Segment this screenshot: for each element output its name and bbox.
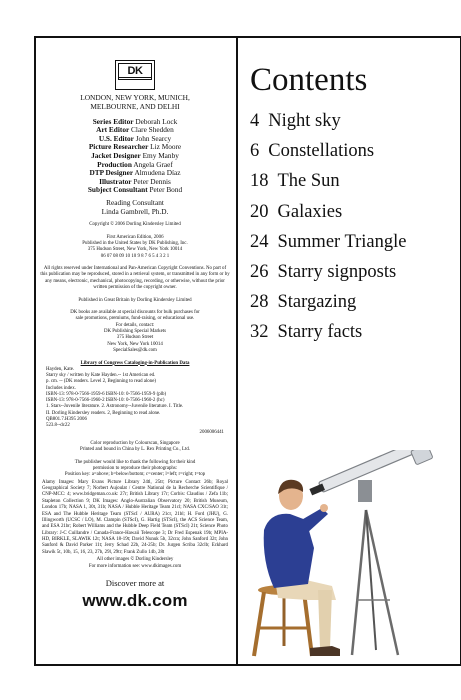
toc-label: Starry facts [277, 322, 363, 343]
library-heading: Library of Congress Cataloging-in-Publication Data [80, 360, 190, 366]
toc-item[interactable] [250, 292, 460, 322]
contents-list [250, 111, 460, 353]
toc-page-number: 26 [250, 261, 269, 282]
toc-page-number: 6 [250, 141, 260, 162]
toc-page-number: 24 [250, 231, 269, 252]
credit-line: DTP Designer Almudena Díaz [89, 168, 181, 178]
credit-line: Production Angela Graef [97, 159, 173, 169]
toc-label: Stargazing [277, 292, 357, 313]
toc-label: Summer Triangle [277, 231, 407, 252]
toc-item[interactable] [250, 171, 460, 201]
credit-line: Picture Researcher Liz Moore [88, 142, 182, 152]
toc-page-number: 18 [250, 171, 269, 192]
special-sales: DK books are available at special discounts for bulk purchases for sale promotions, premiums, fund-raising, or educational use. For details, contact: DK Publishing Special Markets 375 Hudson Street New York, New York 10014 SpecialSales@dk.com [70, 309, 200, 354]
website-link[interactable]: www.dk.com [82, 590, 188, 610]
credit-line: Jacket Designer Emy Manby [91, 150, 179, 160]
toc-page-number: 20 [250, 201, 269, 222]
contents-title: Contents [250, 62, 368, 98]
toc-label: Starry signposts [277, 261, 397, 282]
toc-label: Night sky [268, 111, 341, 131]
toc-label: Galaxies [277, 201, 343, 222]
publisher-cities: LONDON, NEW YORK, MUNICH, MELBOURNE, AND DELHI [80, 93, 190, 112]
discover-more-label: Discover more at [105, 577, 165, 588]
credit-line: Illustrator Peter Dennis [99, 176, 171, 186]
photo-credits: Alamy Images: Mary Evans Picture Library 24tl, 25tr; Picture Contact 26b; Royal Geographical Society 7; Norbert Aujoulat / Centre National de la Recherche Scientifique / CNP-MCC: 4; www.bridgeman.co.uk: 27r; British Library 17r; Corbis: Claudius / Zefa 11b; Stapleton Collection 9; DK Images: Anglo-Australian Observatory 20; British Museum, London 17b; NASA 1, 30t, 31b; NASA / Hubble Heritage Team 21cl; NASA CXC/SAO 31t; ESA and The Hubble Heritage Team (STScI / AURA) 21cr, 21bl; H. Ford (JHU), G. Illingworth (UCSC / LO), M. Clampin (STScI), G. Hartig (STScI), the ACS Science Team, and ESA 21br; Robert Williams and the Hubble Deep Field Team (STScI) 21t; Science Photo Library: J-C Cuillandre / Canada-France-Hawaii Telescope 3; Dr Fred Espenak 19b; MPIA-HD, BIRKLE, SLAWIK 12t; NASA 18-19t; David Nunuk 5b, 32cra; John Sanford 32t; John Sanford & David Parker 11t; Jerry Schad 22b, 24-25b; Dr. Jurgen Scriba 32clb; Eckhard Slawik 5t, 10b, 15, 16, 23, 27b, 29l, 29tr; Frank Zullo 14b, 28t [42, 479, 228, 555]
toc-item[interactable] [250, 202, 460, 232]
toc-label: The Sun [277, 171, 340, 192]
dk-logo-base [118, 77, 152, 87]
contents-column [250, 62, 460, 353]
tripod-icon [352, 510, 398, 655]
telescope-icon [309, 450, 433, 502]
credit-line: Series Editor Deborah Lock [92, 116, 178, 126]
library-cataloging: Library of Congress Cataloging-in-Publication Data Hayden, Kate. Starry sky / written by Kate Hayden.-- 1st American ed. p. cm. -- (DK readers. Level 2, Beginning to read alone) Includes index. ISBN-13: 978-0-7566-1959-6 ISBN-10: 0-7566-1959-9 (plb) ISBN-13: 978-0-7566-1960-2 ISBN-10: 0-7566-1960-2 (hc) 1. Stars--Juvenile literature. 2. Astronomy--Juvenile literature. I. Title. II. Dorling Kindersley readers. 2, Beginning to read alone. QB801.7.H395 2006 523.8--dc22 2006006441 [46, 360, 224, 435]
reading-consultant-label: Reading Consultant [106, 197, 164, 207]
credits-list [40, 118, 230, 217]
credit-line: Art Editor Clare Shedden [96, 125, 174, 135]
reading-consultant-name: Linda Gambrell, Ph.D. [101, 206, 169, 216]
toc-label: Constellations [268, 141, 375, 162]
credit-line: Subject Consultant Peter Bond [87, 185, 183, 195]
toc-page-number: 28 [250, 292, 269, 313]
toc-item[interactable] [250, 262, 460, 292]
printing-info: Color reproduction by Colourscan, Singapore Printed and bound in China by L. Rex Printing Co., Ltd. [79, 440, 191, 453]
rights-statement: All rights reserved under International and Pan-American Copyright Conventions. No part of this publication may be reproduced, stored in a retrieval system, or transmitted in any form or by any means, electronic, mechanical, photocopying, recording, or otherwise, without the prior written permission of the copyright owner. [40, 266, 230, 291]
column-divider [236, 36, 238, 666]
toc-item[interactable] [250, 232, 460, 262]
edition-info: First American Edition, 2006 Published in the United States by DK Publishing, Inc. 375 Hudson Street, New York, New York 10014 06 07 08 09 10 10 9 8 7 6 5 4 3 2 1 [82, 234, 188, 259]
toc-page-number: 4 [250, 111, 260, 131]
toc-item[interactable] [250, 322, 460, 352]
telescope-boy-illustration [248, 450, 448, 665]
toc-page-number: 32 [250, 322, 269, 343]
toc-item[interactable] [250, 111, 460, 141]
dk-logo [115, 60, 155, 90]
photo-intro: The publisher would like to thank the following for their kind permission to reproduce their photographs: Position key: a=above; b=below/bottom; c=center; l=left; r=right; t=top [64, 459, 206, 478]
photo-footer: All other images © Dorling Kindersley For more information see: www.dkimages.com [88, 557, 182, 569]
dk-logo-text: DK [118, 63, 152, 80]
boy-figure-icon [264, 480, 340, 656]
credit-line: U.S. Editor John Searcy [98, 133, 172, 143]
copyright-line: Copyright © 2006 Dorling Kindersley Limited [89, 222, 181, 228]
published-gb: Published in Great Britain by Dorling Kindersley Limited [78, 297, 192, 303]
imprint-column [40, 60, 230, 612]
library-number: 2006006441 [199, 429, 224, 435]
toc-item[interactable] [250, 141, 460, 171]
